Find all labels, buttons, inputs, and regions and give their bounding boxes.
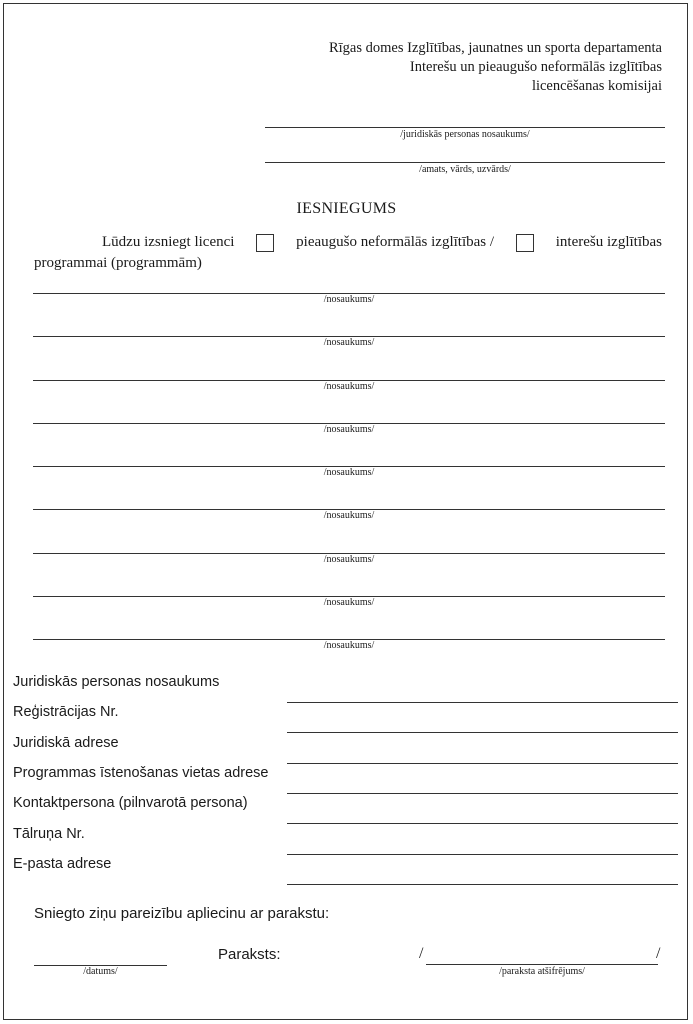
- detail-label: Reģistrācijas Nr.: [13, 704, 119, 721]
- detail-input-line[interactable]: [287, 884, 678, 885]
- transcript-slash-close: /: [656, 945, 661, 962]
- addressee-line-1: Rīgas domes Izglītības, jaunatnes un sporta departamenta: [328, 40, 662, 56]
- program-name-caption: /nosaukums/: [323, 553, 375, 565]
- detail-label: Juridiskās personas nosaukums: [13, 674, 220, 690]
- program-name-caption: /nosaukums/: [323, 337, 375, 349]
- interest-education-checkbox[interactable]: [516, 234, 534, 252]
- request-intro: Lūdzu izsniegt licenci: [102, 234, 235, 250]
- transcript-slash-open: /: [419, 945, 424, 962]
- request-paragraph: [34, 232, 662, 274]
- detail-label: Programmas īstenošanas vietas adrese: [13, 764, 269, 781]
- confirmation-text: Sniegto ziņu pareizību apliecinu ar parakstu:: [34, 905, 330, 922]
- detail-input-line[interactable]: [287, 763, 678, 764]
- detail-input-line[interactable]: [287, 732, 678, 733]
- signature-label: Paraksts:: [218, 946, 281, 963]
- detail-input-line[interactable]: [287, 793, 678, 794]
- detail-label: Tālruņa Nr.: [13, 825, 85, 842]
- legal-entity-name-line[interactable]: [265, 127, 665, 128]
- detail-input-line[interactable]: [287, 854, 678, 855]
- detail-label: Juridiskā adrese: [13, 734, 119, 751]
- detail-input-line[interactable]: [287, 823, 678, 824]
- program-name-caption: /nosaukums/: [323, 423, 375, 435]
- program-name-caption: /nosaukums/: [323, 510, 375, 522]
- program-name-caption: /nosaukums/: [323, 380, 375, 392]
- program-name-caption: /nosaukums/: [323, 640, 375, 651]
- detail-label: E-pasta adrese: [13, 855, 112, 872]
- detail-label: Kontaktpersona (pilnvarotā persona): [13, 795, 248, 812]
- adult-education-label: pieaugušo neformālās izglītības /: [296, 234, 495, 250]
- date-caption: /datums/: [83, 966, 118, 977]
- adult-education-checkbox[interactable]: [256, 234, 274, 252]
- addressee-line-2: Interešu un pieaugušo neformālās izglītības: [409, 59, 662, 75]
- addressee-line-3: licencēšanas komisijai: [531, 78, 662, 94]
- program-name-caption: /nosaukums/: [323, 596, 375, 608]
- position-name-line[interactable]: [265, 162, 665, 163]
- signature-transcript-caption: /paraksta atšifrējums/: [499, 966, 585, 977]
- detail-input-line[interactable]: [287, 702, 678, 703]
- position-name-caption: /amats, vārds, uzvārds/: [419, 164, 511, 175]
- document-title: IESNIEGUMS: [296, 200, 397, 217]
- signature-transcript-line[interactable]: [426, 964, 658, 965]
- interest-education-label: interešu izglītības: [555, 234, 662, 250]
- request-continuation: programmai (programmām): [34, 255, 202, 271]
- legal-entity-name-caption: /juridiskās personas nosaukums/: [400, 129, 530, 140]
- program-name-caption: /nosaukums/: [323, 294, 375, 305]
- addressee-block: [329, 39, 662, 96]
- program-name-caption: /nosaukums/: [323, 467, 375, 478]
